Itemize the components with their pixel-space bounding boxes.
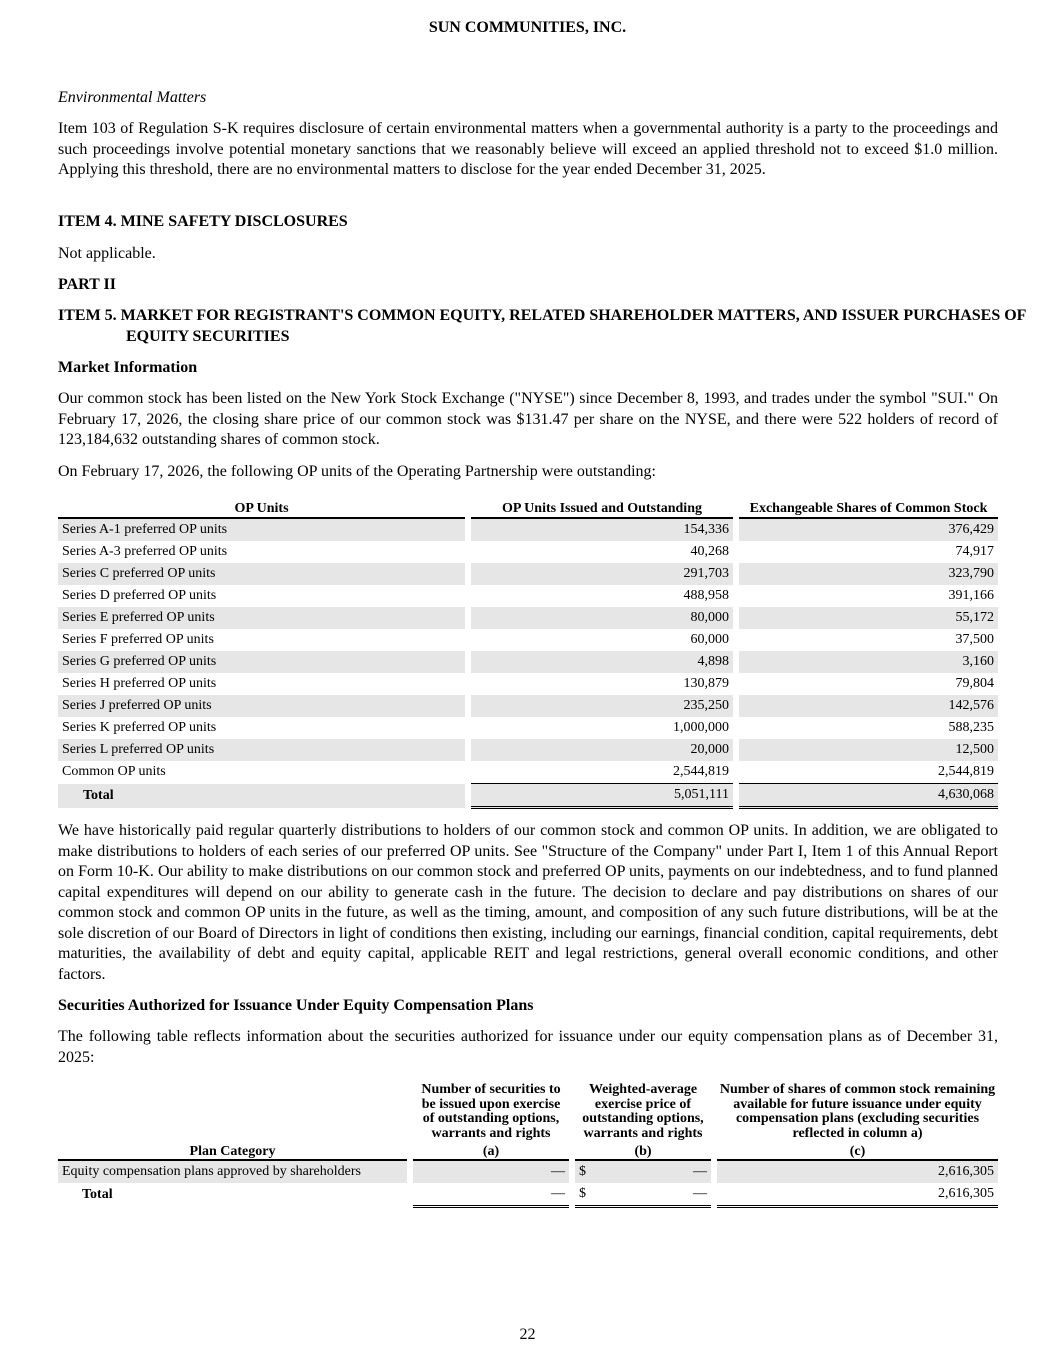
column-c-header: Number of shares of common stock remaining available for future issuance under equity compensation plans (excluding securities reflected in column a) [719,1082,996,1141]
securities-title: Securities Authorized for Issuance Under Equity Compensation Plans [58,997,534,1014]
item4-body: Not applicable. [58,245,156,262]
issued-outstanding-cell: 130,879 [683,676,729,691]
table-row [58,629,998,651]
op-unit-name-cell: Series L preferred OP units [58,739,465,761]
issued-outstanding-cell: 1,000,000 [673,720,729,735]
issued-outstanding-cell: 4,898 [471,651,733,673]
market-title: Market Information [58,359,198,376]
exchangeable-shares-cell: 142,576 [739,695,998,717]
plan-category-header: Plan Category [58,1141,407,1160]
op-unit-name-cell: Series D preferred OP units [62,588,217,603]
op-units-header: OP Units [58,499,465,518]
table-total-row [58,784,998,808]
plan-category-cell: Equity compensation plans approved by shareholders [58,1160,407,1183]
issued-outstanding-cell: 2,544,819 [471,761,733,784]
issued-outstanding-cell: 80,000 [471,607,733,629]
currency-cell: $ [575,1160,595,1183]
table-row [58,563,998,585]
column-b-total: — [595,1183,711,1207]
item4-title: ITEM 4. MINE SAFETY DISCLOSURES [58,213,348,230]
op-unit-name-cell: Series A-3 preferred OP units [62,544,228,559]
table-row [58,761,998,784]
distributions-body: We have historically paid regular quarterly distributions to holders of our common stock and common OP units. In addition, we are obligated to make distributions to holders of each series of our preferred OP units. See "Structure of the Company" under Part I, Item 1 of this Annual Report on Form 10-K. Our ability to make distributions on our common stock and preferred OP units, payments on our indebtedness, and to fund planned capital expenditures will depend on our ability to generate cash in the future. The decision to declare and pay distributions on shares of our common stock and common OP units in the future, as well as the timing, amount, and composition of any such future distributions, will be at the sole discretion of our Board of Directors in light of conditions then existing, including our earnings, financial condition, capital requirements, debt maturities, the availability of debt and equity capital, applicable REIT and legal restrictions, general overall economic conditions, and other factors. [58,822,998,983]
op-unit-name-cell: Series H preferred OP units [62,676,217,691]
op-unit-name-cell: Series K preferred OP units [62,720,217,735]
currency-total: $ [575,1183,595,1207]
item5-title: ITEM 5. MARKET FOR REGISTRANT'S COMMON EQUITY, RELATED SHAREHOLDER MATTERS, AND ISSUER PURCHASES OF EQUITY SECURITIES [58,307,1026,345]
securities-body: The following table reflects information about the securities authorized for issuance under our equity compensation plans as of December 31, 2025: [58,1028,998,1066]
op-unit-name-cell: Series J preferred OP units [58,695,465,717]
column-a-cell: — [413,1160,569,1183]
exchangeable-shares-cell: 55,172 [739,607,998,629]
table-row [58,541,998,563]
column-b-cell: — [595,1160,711,1183]
exchangeable-shares-cell: 74,917 [955,544,994,559]
issued-outstanding-total: 5,051,111 [471,784,733,808]
market-body: Our common stock has been listed on the New York Stock Exchange ("NYSE") since December 8, 1993, and trades under the symbol "SUI." On February 17, 2026, the closing share price of our common stock was $131.47 per share on the NYSE, and there were 522 holders of record of 123,184,632 outstanding shares of common stock. [58,390,998,448]
table-total-row [58,1183,998,1207]
op-unit-name-cell: Common OP units [62,764,166,780]
table-row [58,607,998,629]
table-row [58,673,998,695]
issued-outstanding-cell: 235,250 [471,695,733,717]
table-row [58,739,998,761]
page-number: 22 [519,1326,536,1343]
exchangeable-shares-cell: 588,235 [948,720,994,735]
exchangeable-shares-cell: 323,790 [739,563,998,585]
part2-title: PART II [58,276,116,293]
exchangeable-shares-cell: 376,429 [739,518,998,541]
table-row [58,717,998,739]
column-a-letter: (a) [413,1141,569,1160]
issued-outstanding-cell: 20,000 [471,739,733,761]
issued-outstanding-cell: 488,958 [683,588,729,603]
exchangeable-shares-cell: 12,500 [739,739,998,761]
issued-outstanding-cell: 60,000 [690,632,729,647]
column-a-total: — [413,1183,569,1207]
column-c-total: 2,616,305 [717,1183,998,1207]
column-a-header: Number of securities to be issued upon exercise of outstanding options, warrants and rights [421,1082,561,1141]
company-header: SUN COMMUNITIES, INC. [428,19,627,36]
exchangeable-shares-cell: 391,166 [948,588,994,603]
issued-outstanding-cell: 154,336 [471,518,733,541]
exchangeable-shares-header: Exchangeable Shares of Common Stock [739,499,998,518]
total-label: Total [82,1186,113,1202]
table-row [58,651,998,673]
op-unit-name-cell: Series C preferred OP units [58,563,465,585]
op-units-table [58,499,998,809]
table-row [58,585,998,607]
op-unit-name-cell: Series F preferred OP units [62,632,214,647]
exchangeable-shares-cell: 3,160 [739,651,998,673]
table-row [58,695,998,717]
issued-outstanding-cell: 291,703 [471,563,733,585]
op-units-intro: On February 17, 2026, the following OP units of the Operating Partnership were outstanding: [58,463,656,480]
column-c-cell: 2,616,305 [717,1160,998,1183]
exchangeable-shares-cell: 79,804 [955,676,994,691]
op-unit-name-cell: Series E preferred OP units [58,607,465,629]
total-label: Total [58,784,465,808]
column-b-header: Weighted-average exercise price of outstanding options, warrants and rights [582,1082,704,1141]
op-unit-name-cell: Series A-1 preferred OP units [58,518,465,541]
column-c-letter: (c) [717,1141,998,1160]
environmental-body: Item 103 of Regulation S-K requires disclosure of certain environmental matters when a governmental authority is a party to the proceedings and such proceedings involve potential monetary sanctions that we reasonably believe will exceed an applied threshold not to exceed $1.0 million. Applying this threshold, there are no environmental matters to disclose for the year ended December 31, 2025. [58,120,998,178]
exchangeable-shares-total: 4,630,068 [739,784,998,808]
issued-outstanding-cell: 40,268 [690,544,729,559]
op-unit-name-cell: Series G preferred OP units [58,651,465,673]
column-b-letter: (b) [575,1141,711,1160]
exchangeable-shares-cell: 2,544,819 [739,761,998,784]
issued-outstanding-header: OP Units Issued and Outstanding [471,499,733,518]
table-row [58,518,998,541]
table-row [58,1160,998,1183]
equity-compensation-table [58,1083,998,1208]
environmental-title: Environmental Matters [58,89,207,106]
exchangeable-shares-cell: 37,500 [955,632,994,647]
